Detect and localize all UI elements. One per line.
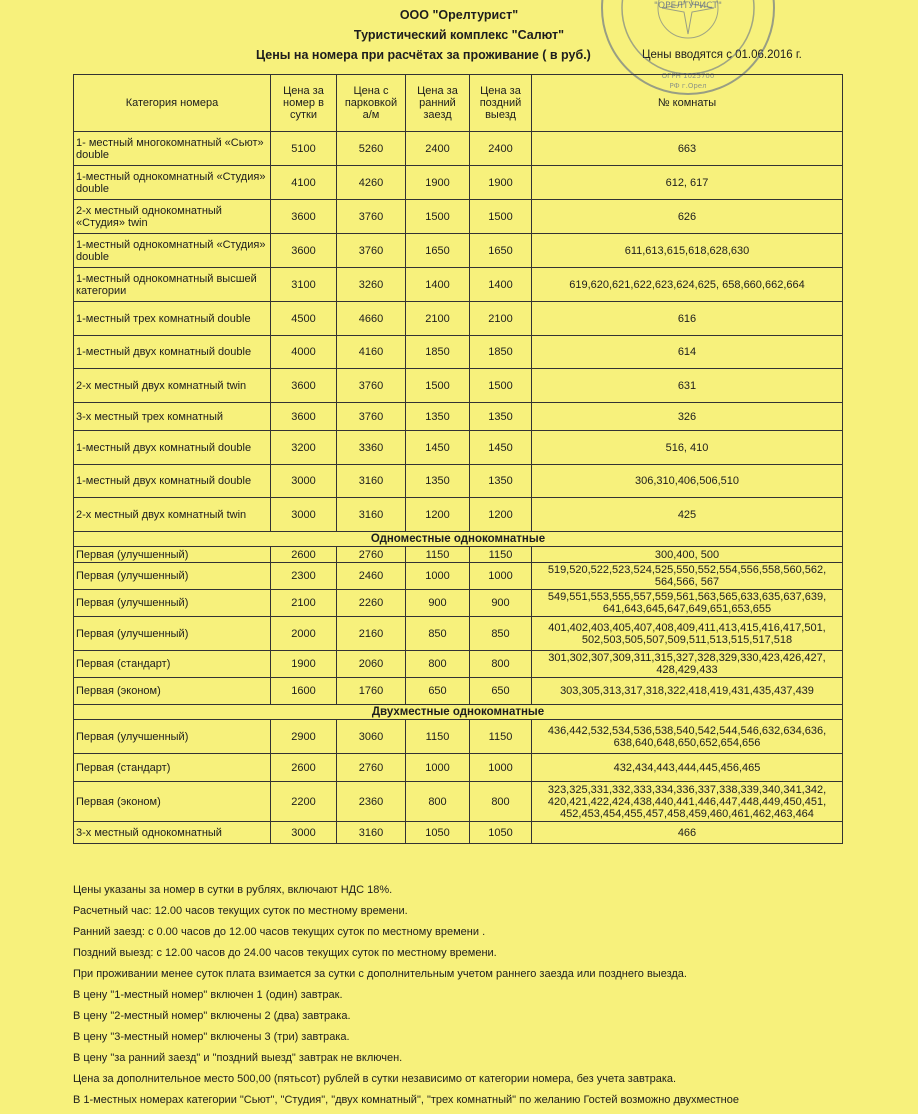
late-price-cell: 1500 <box>470 369 532 403</box>
early-price-cell: 1150 <box>406 547 470 563</box>
table-header-row <box>74 75 843 132</box>
room-numbers-cell: 612, 617 <box>532 166 843 200</box>
main-rows <box>74 132 843 532</box>
table-row <box>74 166 843 200</box>
early-price-cell: 1650 <box>406 234 470 268</box>
late-price-cell: 850 <box>470 617 532 651</box>
note-line: При проживании менее суток плата взимается за сутки с дополнительным учетом раннего заезда или позднего выезда. <box>73 968 687 980</box>
col-category: Категория номера <box>74 75 271 132</box>
table-row <box>74 465 843 498</box>
category-cell: Первая (улучшенный) <box>74 720 271 754</box>
price-table <box>73 74 843 844</box>
room-numbers-cell: 519,520,522,523,524,525,550,552,554,556,558,560,562, 564,566, 567 <box>532 563 843 590</box>
day-price-cell: 3000 <box>271 465 337 498</box>
col-early-price: Цена за ранний заезд <box>406 75 470 132</box>
early-price-cell: 1500 <box>406 200 470 234</box>
day-price-cell: 5100 <box>271 132 337 166</box>
early-price-cell: 2400 <box>406 132 470 166</box>
late-price-cell: 800 <box>470 782 532 822</box>
note-line: В цену "за ранний заезд" и "поздний выезд" завтрак не включен. <box>73 1052 403 1064</box>
late-price-cell: 1900 <box>470 166 532 200</box>
early-price-cell: 1000 <box>406 754 470 782</box>
early-price-cell: 800 <box>406 782 470 822</box>
parking-price-cell: 3060 <box>337 720 406 754</box>
early-price-cell: 650 <box>406 678 470 705</box>
note-line: Цена за дополнительное место 500,00 (пятьсот) рублей в сутки независимо от категории номера, без учета завтрака. <box>73 1073 677 1085</box>
room-numbers-cell: 303,305,313,317,318,322,418,419,431,435,437,439 <box>532 678 843 705</box>
early-price-cell: 1350 <box>406 403 470 431</box>
document-title: Цены на номера при расчётах за проживание ( в руб.) <box>256 48 591 62</box>
parking-price-cell: 2760 <box>337 547 406 563</box>
notes-block <box>73 883 873 1114</box>
seal-center-text: "ОРЕЛТУРИСТ" <box>653 1 723 11</box>
day-price-cell: 2000 <box>271 617 337 651</box>
room-numbers-cell: 614 <box>532 336 843 369</box>
table-row <box>74 498 843 532</box>
parking-price-cell: 3760 <box>337 234 406 268</box>
early-price-cell: 800 <box>406 651 470 678</box>
table-row <box>74 132 843 166</box>
double-rows <box>74 720 843 844</box>
parking-price-cell: 4660 <box>337 302 406 336</box>
parking-price-cell: 2260 <box>337 590 406 617</box>
category-cell: Первая (стандарт) <box>74 754 271 782</box>
table-row <box>74 336 843 369</box>
late-price-cell: 1050 <box>470 822 532 844</box>
parking-price-cell: 3760 <box>337 403 406 431</box>
early-price-cell: 1900 <box>406 166 470 200</box>
late-price-cell: 800 <box>470 651 532 678</box>
category-cell: 1-местный однокомнатный высшей категории <box>74 268 271 302</box>
section-single-title: Одноместные однокомнатные <box>74 532 843 547</box>
parking-price-cell: 2360 <box>337 782 406 822</box>
single-rows <box>74 547 843 705</box>
complex-name: Туристический комплекс "Салют" <box>353 28 565 42</box>
col-day-price: Цена за номер в сутки <box>271 75 337 132</box>
late-price-cell: 1450 <box>470 431 532 465</box>
room-numbers-cell: 425 <box>532 498 843 532</box>
category-cell: 1-местный однокомнатный «Студия» double <box>74 234 271 268</box>
table-row <box>74 200 843 234</box>
day-price-cell: 3600 <box>271 234 337 268</box>
room-numbers-cell: 432,434,443,444,445,456,465 <box>532 754 843 782</box>
day-price-cell: 1600 <box>271 678 337 705</box>
day-price-cell: 1900 <box>271 651 337 678</box>
category-cell: 1-местный двух комнатный double <box>74 431 271 465</box>
room-numbers-cell: 301,302,307,309,311,315,327,328,329,330,423,426,427, 428,429,433 <box>532 651 843 678</box>
category-cell: 1-местный двух комнатный double <box>74 465 271 498</box>
day-price-cell: 3600 <box>271 403 337 431</box>
effective-date: Цены вводятся с 01.06.2016 г. <box>642 49 802 61</box>
room-numbers-cell: 323,325,331,332,333,334,336,337,338,339,340,341,342, 420,421,422,424,438,440,441,446,447,448,449,450,451, 452,453,454,455,457,458,459,460,461,462,463,464 <box>532 782 843 822</box>
note-line: В цену "1-местный номер" включен 1 (один) завтрак. <box>73 989 343 1001</box>
early-price-cell: 850 <box>406 617 470 651</box>
late-price-cell: 1650 <box>470 234 532 268</box>
section-double-title: Двухместные однокомнатные <box>74 705 843 720</box>
room-numbers-cell: 300,400, 500 <box>532 547 843 563</box>
late-price-cell: 1000 <box>470 754 532 782</box>
early-price-cell: 1350 <box>406 465 470 498</box>
table-row <box>74 822 843 844</box>
parking-price-cell: 3160 <box>337 498 406 532</box>
early-price-cell: 2100 <box>406 302 470 336</box>
room-numbers-cell: 663 <box>532 132 843 166</box>
day-price-cell: 4500 <box>271 302 337 336</box>
late-price-cell: 2100 <box>470 302 532 336</box>
table-row <box>74 617 843 651</box>
early-price-cell: 1850 <box>406 336 470 369</box>
parking-price-cell: 4160 <box>337 336 406 369</box>
parking-price-cell: 2060 <box>337 651 406 678</box>
parking-price-cell: 3760 <box>337 200 406 234</box>
room-numbers-cell: 436,442,532,534,536,538,540,542,544,546,632,634,636, 638,640,648,650,652,654,656 <box>532 720 843 754</box>
category-cell: 1-местный трех комнатный double <box>74 302 271 336</box>
day-price-cell: 2900 <box>271 720 337 754</box>
section-row <box>74 532 843 547</box>
col-parking-price: Цена с парковкой а/м <box>337 75 406 132</box>
room-numbers-cell: 306,310,406,506,510 <box>532 465 843 498</box>
room-numbers-cell: 616 <box>532 302 843 336</box>
day-price-cell: 2600 <box>271 754 337 782</box>
note-line: Поздний выезд: с 12.00 часов до 24.00 часов текущих суток по местному времени. <box>73 947 497 959</box>
parking-price-cell: 3160 <box>337 465 406 498</box>
day-price-cell: 2600 <box>271 547 337 563</box>
early-price-cell: 900 <box>406 590 470 617</box>
early-price-cell: 1000 <box>406 563 470 590</box>
table-row <box>74 403 843 431</box>
early-price-cell: 1500 <box>406 369 470 403</box>
category-cell: 2-х местный однокомнатный «Студия» twin <box>74 200 271 234</box>
seal-ogrn-text: ОГРН 1025700 <box>661 72 715 80</box>
table-row <box>74 590 843 617</box>
note-line: В 1-местных номерах категории "Сьют", "Студия", "двух комнатный", "трех комнатный" по желанию Гостей возможно двухместное <box>73 1094 739 1106</box>
table-row <box>74 302 843 336</box>
table-row <box>74 563 843 590</box>
late-price-cell: 900 <box>470 590 532 617</box>
category-cell: Первая (эконом) <box>74 678 271 705</box>
day-price-cell: 2300 <box>271 563 337 590</box>
category-cell: 2-х местный двух комнатный twin <box>74 369 271 403</box>
late-price-cell: 1150 <box>470 547 532 563</box>
room-numbers-cell: 626 <box>532 200 843 234</box>
day-price-cell: 3100 <box>271 268 337 302</box>
day-price-cell: 4000 <box>271 336 337 369</box>
parking-price-cell: 2760 <box>337 754 406 782</box>
room-numbers-cell: 549,551,553,555,557,559,561,563,565,633,635,637,639, 641,643,645,647,649,651,653,655 <box>532 590 843 617</box>
early-price-cell: 1400 <box>406 268 470 302</box>
category-cell: Первая (улучшенный) <box>74 590 271 617</box>
parking-price-cell: 4260 <box>337 166 406 200</box>
day-price-cell: 3200 <box>271 431 337 465</box>
single-section <box>74 532 843 547</box>
parking-price-cell: 2460 <box>337 563 406 590</box>
note-line: Расчетный час: 12.00 часов текущих суток по местному времени. <box>73 905 408 917</box>
parking-price-cell: 5260 <box>337 132 406 166</box>
parking-price-cell: 3160 <box>337 822 406 844</box>
room-numbers-cell: 466 <box>532 822 843 844</box>
room-numbers-cell: 516, 410 <box>532 431 843 465</box>
category-cell: 2-х местный двух комнатный twin <box>74 498 271 532</box>
seal-city-text: РФ г.Орел <box>669 82 707 90</box>
day-price-cell: 3000 <box>271 822 337 844</box>
room-numbers-cell: 619,620,621,622,623,624,625, 658,660,662,664 <box>532 268 843 302</box>
room-numbers-cell: 326 <box>532 403 843 431</box>
late-price-cell: 1000 <box>470 563 532 590</box>
category-cell: 1- местный многокомнатный «Сьют» double <box>74 132 271 166</box>
note-line: В цену "3-местный номер" включены 3 (три) завтрака. <box>73 1031 350 1043</box>
late-price-cell: 1350 <box>470 403 532 431</box>
early-price-cell: 1450 <box>406 431 470 465</box>
category-cell: Первая (стандарт) <box>74 651 271 678</box>
late-price-cell: 1500 <box>470 200 532 234</box>
note-line: Цены указаны за номер в сутки в рублях, включают НДС 18%. <box>73 884 393 896</box>
early-price-cell: 1200 <box>406 498 470 532</box>
late-price-cell: 1200 <box>470 498 532 532</box>
parking-price-cell: 1760 <box>337 678 406 705</box>
late-price-cell: 1150 <box>470 720 532 754</box>
table-row <box>74 547 843 563</box>
col-late-price: Цена за поздний выезд <box>470 75 532 132</box>
category-cell: 3-х местный трех комнатный <box>74 403 271 431</box>
table-row <box>74 268 843 302</box>
table-row <box>74 651 843 678</box>
late-price-cell: 2400 <box>470 132 532 166</box>
parking-price-cell: 3760 <box>337 369 406 403</box>
category-cell: 3-х местный однокомнатный <box>74 822 271 844</box>
category-cell: Первая (улучшенный) <box>74 563 271 590</box>
day-price-cell: 2100 <box>271 590 337 617</box>
table-row <box>74 431 843 465</box>
double-section <box>74 705 843 720</box>
table-row <box>74 782 843 822</box>
day-price-cell: 2200 <box>271 782 337 822</box>
table-row <box>74 720 843 754</box>
note-line: В цену "2-местный номер" включены 2 (два) завтрака. <box>73 1010 351 1022</box>
room-numbers-cell: 401,402,403,405,407,408,409,411,413,415,416,417,501, 502,503,505,507,509,511,513,515,517,518 <box>532 617 843 651</box>
category-cell: Первая (эконом) <box>74 782 271 822</box>
day-price-cell: 3600 <box>271 200 337 234</box>
early-price-cell: 1150 <box>406 720 470 754</box>
section-row <box>74 705 843 720</box>
category-cell: 1-местный двух комнатный double <box>74 336 271 369</box>
company-name: ООО "Орелтурист" <box>399 8 519 22</box>
late-price-cell: 1350 <box>470 465 532 498</box>
day-price-cell: 3000 <box>271 498 337 532</box>
parking-price-cell: 3260 <box>337 268 406 302</box>
day-price-cell: 3600 <box>271 369 337 403</box>
parking-price-cell: 2160 <box>337 617 406 651</box>
category-cell: Первая (улучшенный) <box>74 547 271 563</box>
late-price-cell: 1400 <box>470 268 532 302</box>
room-numbers-cell: 611,613,615,618,628,630 <box>532 234 843 268</box>
parking-price-cell: 3360 <box>337 431 406 465</box>
late-price-cell: 650 <box>470 678 532 705</box>
category-cell: Первая (улучшенный) <box>74 617 271 651</box>
col-room-numbers: № комнаты <box>532 75 843 132</box>
early-price-cell: 1050 <box>406 822 470 844</box>
day-price-cell: 4100 <box>271 166 337 200</box>
room-numbers-cell: 631 <box>532 369 843 403</box>
category-cell: 1-местный однокомнатный «Студия» double <box>74 166 271 200</box>
table-row <box>74 369 843 403</box>
table-row <box>74 678 843 705</box>
table-row <box>74 234 843 268</box>
late-price-cell: 1850 <box>470 336 532 369</box>
note-line: Ранний заезд: с 0.00 часов до 12.00 часов текущих суток по местному времени . <box>73 926 486 938</box>
table-row <box>74 754 843 782</box>
